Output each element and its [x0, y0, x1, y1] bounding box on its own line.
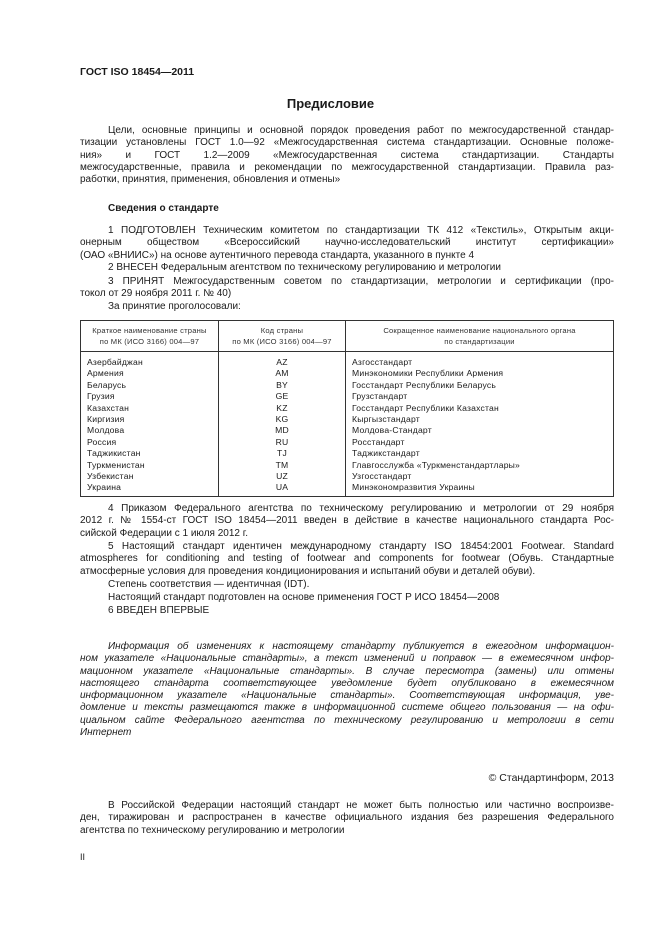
cell-code: GE: [219, 391, 346, 402]
cell-code: TJ: [219, 448, 346, 459]
cell-code: UZ: [219, 471, 346, 482]
cell-country: Молдова: [81, 425, 219, 436]
cell-national-body: Азгосстандарт: [346, 352, 614, 369]
cell-country: Узбекистан: [81, 471, 219, 482]
cell-national-body: Грузстандарт: [346, 391, 614, 402]
text-line: циальном сайте Федерального агентства по техническому регулированию и метрологии в сети: [80, 714, 614, 726]
text-line: 3 ПРИНЯТ Межгосударственным советом по стандартизации, метрологии и сертификации (про-: [108, 276, 614, 287]
cell-country: Таджикистан: [81, 448, 219, 459]
text-line: ния» и ГОСТ 1.2—2009 «Межгосударственная система стандартизации. Стандарты: [80, 149, 614, 161]
cell-country: Грузия: [81, 391, 219, 402]
text-line: 4 Приказом Федерального агентства по техническому регулированию и метрологии от 29 ноября: [108, 503, 614, 514]
text-line: домление и тексты размещаются также в информационной системе общего пользования — на офи-: [80, 702, 614, 714]
col-header-code: Код страны по МК (ИСО 3166) 004—97: [219, 321, 346, 352]
text-line: токол от 29 ноября 2011 г. № 40): [80, 288, 232, 300]
text-line: настоящего стандарта соответствующее уведомление будет опубликовано в ежемесячном: [80, 677, 614, 689]
item-1: [80, 225, 614, 262]
col-header-country: Краткое наименование страны по МК (ИСО 3166) 004—97: [81, 321, 219, 352]
changes-info-paragraph: [80, 641, 614, 739]
text-line: информационном указателе «Национальные стандарты». Соответствующая информация, уве-: [80, 690, 614, 702]
item-5: [80, 541, 614, 578]
text-line: межгосударственные, правила и рекомендации по межгосударственной стандартизации. Правила раз-: [80, 161, 614, 173]
table-row: [81, 380, 614, 391]
text-line: тизации установлены ГОСТ 1.0—92 «Межгосударственная система стандартизации. Основные положе-: [80, 137, 614, 149]
cell-national-body: Росстандарт: [346, 437, 614, 448]
text-line: Информация об изменениях к настоящему стандарту публикуется в ежегодном информацион-: [108, 641, 614, 652]
text-line: (ОАО «ВНИИС») на основе аутентичного перевода стандарта, указанного в пункте 4: [80, 249, 475, 261]
cell-national-body: Кыргызстандарт: [346, 414, 614, 425]
cell-national-body: Таджикстандарт: [346, 448, 614, 459]
text-line: сийской Федерации с 1 июля 2012 г.: [80, 527, 248, 539]
table-row: [81, 437, 614, 448]
text-line: мационном указателе «Национальные стандарты». В случае пересмотра (замены) или отмены: [80, 665, 614, 677]
item-3: [80, 276, 614, 301]
text-line: работки, принятия, применения, обновления и отмены»: [80, 174, 341, 186]
cell-code: RU: [219, 437, 346, 448]
intro-paragraph: [80, 125, 614, 186]
cell-national-body: Минэкономразвития Украины: [346, 482, 614, 496]
text-line: 1 ПОДГОТОВЛЕН Техническим комитетом по стандартизации ТК 412 «Текстиль», Открытым акци-: [108, 225, 614, 236]
table-row: [81, 471, 614, 482]
table-row: [81, 352, 614, 369]
section-heading: Сведения о стандарте: [108, 203, 219, 214]
rights-paragraph: [80, 800, 614, 837]
member-countries-table: [80, 320, 614, 497]
item-2: 2 ВНЕСЕН Федеральным агентством по техническому регулированию и метрологии: [108, 262, 501, 273]
cell-national-body: Узгосстандарт: [346, 471, 614, 482]
table-row: [81, 460, 614, 471]
text-line: 2012 г. № 1554-ст ГОСТ ISO 18454—2011 введен в действие в качестве национального стандарта Рос-: [80, 515, 614, 527]
cell-code: AZ: [219, 352, 346, 369]
cell-country: Азербайджан: [81, 352, 219, 369]
table-row: [81, 425, 614, 436]
text-line: ном указателе «Национальные стандарты», а текст изменений и поправок — в ежемесячном инфор-: [80, 653, 614, 665]
cell-national-body: Минэкономики Республики Армения: [346, 368, 614, 379]
conformity-degree: Степень соответствия — идентичная (IDT).: [108, 579, 310, 590]
table-row: [81, 448, 614, 459]
text-line: atmospheres for conditioning and testing of footwear and components for footwear (Обувь. Стандартные: [80, 553, 614, 565]
page-title: Предисловие: [286, 96, 375, 111]
cell-code: BY: [219, 380, 346, 391]
cell-code: MD: [219, 425, 346, 436]
cell-country: Армения: [81, 368, 219, 379]
cell-code: TM: [219, 460, 346, 471]
cell-national-body: Госстандарт Республики Казахстан: [346, 403, 614, 414]
col-header-body: Сокращенное наименование национального органа по стандартизации: [346, 321, 614, 352]
voted-label: За принятие проголосовали:: [108, 301, 241, 312]
cell-national-body: Молдова-Стандарт: [346, 425, 614, 436]
table-row: [81, 414, 614, 425]
text-line: 5 Настоящий стандарт идентичен международному стандарту ISO 18454:2001 Footwear. Standard: [108, 541, 614, 552]
cell-country: Украина: [81, 482, 219, 496]
cell-code: KZ: [219, 403, 346, 414]
table-row: [81, 391, 614, 402]
text-line: атмосферные условия для проведения кондиционирования и испытаний обуви и деталей обуви).: [80, 565, 536, 577]
cell-code: UA: [219, 482, 346, 496]
cell-country: Беларусь: [81, 380, 219, 391]
cell-country: Казахстан: [81, 403, 219, 414]
text-line: Интернет: [80, 727, 132, 739]
item-6: 6 ВВЕДЕН ВПЕРВЫЕ: [108, 605, 210, 616]
document-header: ГОСТ ISO 18454—2011: [80, 66, 195, 78]
text-line: онерным обществом «Всероссийский научно-исследовательский институт сертификации»: [80, 237, 614, 249]
table-row: [81, 368, 614, 379]
table-row: [81, 482, 614, 496]
cell-country: Россия: [81, 437, 219, 448]
text-line: В Российской Федерации настоящий стандарт не может быть полностью или частично воспроизве-: [108, 800, 614, 811]
text-line: Цели, основные принципы и основной порядок проведения работ по межгосударственной стандар-: [108, 125, 614, 136]
table-header-row: [81, 321, 614, 352]
cell-code: AM: [219, 368, 346, 379]
item-4: [80, 503, 614, 540]
cell-code: KG: [219, 414, 346, 425]
cell-country: Киргизия: [81, 414, 219, 425]
cell-national-body: Госстандарт Республики Беларусь: [346, 380, 614, 391]
page-number: II: [80, 852, 86, 862]
text-line: агентства по техническому регулированию и метрологии: [80, 824, 345, 836]
cell-country: Туркменистан: [81, 460, 219, 471]
text-line: ден, тиражирован и распространен в качестве официального издания без разрешения Федерального: [80, 812, 614, 824]
copyright: © Стандартинформ, 2013: [488, 772, 614, 784]
basis-statement: Настоящий стандарт подготовлен на основе применения ГОСТ Р ИСО 18454—2008: [108, 592, 500, 603]
cell-national-body: Главгосслужба «Туркменстандартлары»: [346, 460, 614, 471]
table-row: [81, 403, 614, 414]
